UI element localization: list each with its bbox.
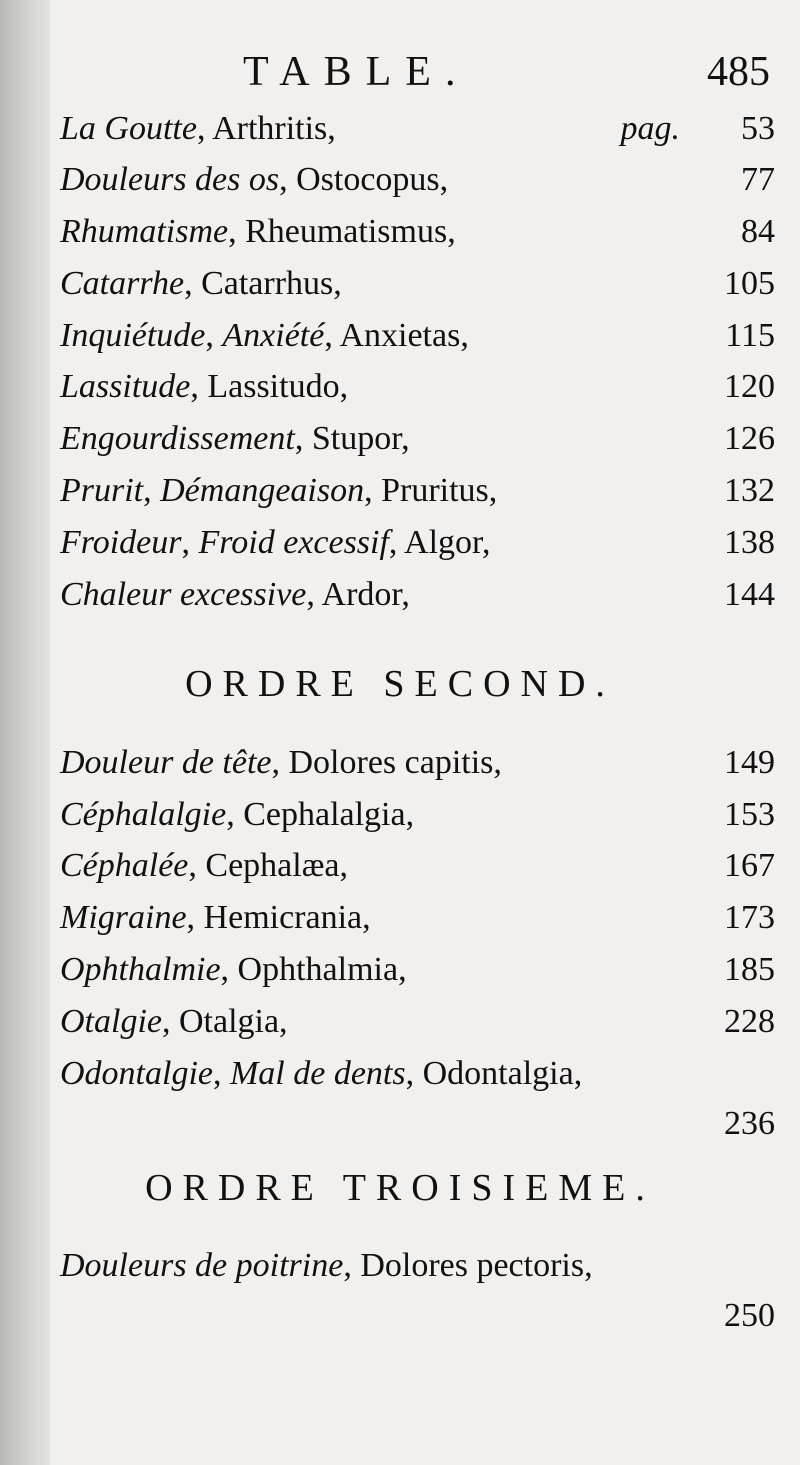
entry-french-term: Démangeaison	[160, 472, 365, 509]
entry-french-term: Froid excessif	[198, 524, 389, 561]
entry-latin-term: ,	[205, 317, 223, 354]
toc-entry	[60, 738, 775, 788]
toc-entry	[60, 311, 775, 361]
entry-title	[60, 259, 342, 309]
entry-title	[60, 207, 456, 257]
entry-french-term: Douleurs des os	[60, 161, 280, 198]
entry-latin-term: , Dolores capitis,	[271, 744, 502, 781]
entry-title	[60, 466, 497, 516]
entry-latin-term: , Ostocopus,	[279, 161, 449, 198]
entry-latin-term: , Otalgia,	[161, 1003, 288, 1040]
entry-french-term: Céphalalgie	[60, 796, 227, 833]
toc-entry	[60, 1241, 775, 1291]
running-header	[0, 42, 800, 102]
entry-page-number: 153	[724, 796, 775, 833]
entry-french-term: Prurit	[60, 472, 144, 509]
book-spine-shadow	[0, 0, 50, 1465]
toc-entry	[60, 893, 775, 943]
toc-entry	[60, 841, 775, 891]
entry-page-number: 84	[741, 213, 775, 250]
entry-page-number: 115	[725, 317, 775, 354]
entry-title	[60, 362, 348, 412]
entry-page-number: 53	[741, 110, 775, 147]
entry-title	[60, 104, 336, 154]
entry-french-term: Anxiété	[222, 317, 325, 354]
entry-page-number: 132	[724, 472, 775, 509]
entry-french-term: Inquiétude	[60, 317, 206, 354]
entry-page-number: 173	[724, 899, 775, 936]
toc-entry	[60, 466, 775, 516]
page-number: 485	[707, 49, 770, 95]
entry-french-term: Froideur	[60, 524, 182, 561]
section-heading-third: ORDRE TROISIEME.	[145, 1167, 655, 1209]
entry-title	[60, 1049, 582, 1099]
toc-entry	[60, 259, 775, 309]
entry-french-term: Lassitude	[60, 368, 191, 405]
entry-latin-term: , Cephalalgia,	[226, 796, 415, 833]
entry-page-number: 138	[724, 524, 775, 561]
entry-latin-term: , Anxietas,	[324, 317, 469, 354]
entry-title	[60, 738, 502, 788]
entry-latin-term: ,	[143, 472, 161, 509]
entry-latin-term: , Odontalgia,	[405, 1055, 583, 1092]
toc-entry	[60, 997, 775, 1047]
entry-title	[60, 518, 491, 568]
toc-entry	[60, 570, 775, 620]
entry-french-term: Catarrhe	[60, 265, 185, 302]
entry-page-number: 236	[724, 1105, 775, 1142]
entry-title	[60, 414, 410, 464]
entry-latin-term: , Dolores pectoris,	[343, 1247, 593, 1284]
entry-title	[60, 570, 410, 620]
entry-title	[60, 997, 288, 1047]
entry-french-term: Odontalgie	[60, 1055, 213, 1092]
toc-entry	[60, 207, 775, 257]
toc-entry	[60, 518, 775, 568]
entry-french-term: Otalgie	[60, 1003, 162, 1040]
entry-latin-term: , Catarrhus,	[184, 265, 342, 302]
entry-french-term: Douleur de tête	[60, 744, 272, 781]
entry-page-number: 250	[724, 1297, 775, 1334]
entry-french-term: Ophthalmie	[60, 951, 221, 988]
entry-french-term: Chaleur excessive	[60, 576, 307, 613]
entry-title	[60, 155, 448, 205]
entry-page-number: 77	[741, 161, 775, 198]
entry-page-number: 149	[724, 744, 775, 781]
toc-entry	[60, 790, 775, 840]
entry-page-number: 105	[724, 265, 775, 302]
entry-page-number: 228	[724, 1003, 775, 1040]
entry-latin-term: ,	[212, 1055, 230, 1092]
entry-title	[60, 841, 348, 891]
entry-french-term: La Goutte	[60, 110, 197, 147]
entry-latin-term: , Rheumatismus,	[228, 213, 456, 250]
entry-french-term: Engourdissement	[60, 420, 295, 457]
toc-entry	[60, 362, 775, 412]
entry-title	[60, 311, 469, 361]
pag-label: pag.	[620, 110, 680, 147]
section-heading-second: ORDRE SECOND.	[185, 663, 615, 705]
toc-entry	[60, 155, 775, 205]
entry-latin-term: , Stupor,	[294, 420, 410, 457]
entry-page-number: 126	[724, 420, 775, 457]
entry-page-number: 185	[724, 951, 775, 988]
entry-page-number: 167	[724, 847, 775, 884]
entry-title	[60, 893, 371, 943]
entry-french-term: Rhumatisme	[60, 213, 229, 250]
toc-entry	[60, 414, 775, 464]
entry-page-number: 120	[724, 368, 775, 405]
entry-title	[60, 945, 407, 995]
entry-latin-term: ,	[181, 524, 199, 561]
entry-title	[60, 790, 414, 840]
entry-french-term: Céphalée	[60, 847, 189, 884]
entry-latin-term: , Arthritis,	[196, 110, 336, 147]
entry-latin-term: , Ardor,	[306, 576, 410, 613]
entry-title	[60, 1241, 593, 1291]
entry-latin-term: , Ophthalmia,	[220, 951, 407, 988]
entry-french-term: Mal de dents	[229, 1055, 406, 1092]
entry-french-term: Migraine	[60, 899, 187, 936]
toc-entry	[60, 1049, 775, 1099]
entry-french-term: Douleurs de poitrine	[60, 1247, 344, 1284]
toc-entry	[60, 104, 775, 154]
page-title: TABLE.	[243, 49, 470, 95]
entry-latin-term: , Cephalæa,	[188, 847, 348, 884]
entry-latin-term: , Hemicrania,	[186, 899, 371, 936]
entry-latin-term: , Algor,	[388, 524, 491, 561]
entry-page-number: 144	[724, 576, 775, 613]
entry-latin-term: , Pruritus,	[364, 472, 498, 509]
toc-entry	[60, 945, 775, 995]
entry-latin-term: , Lassitudo,	[190, 368, 349, 405]
